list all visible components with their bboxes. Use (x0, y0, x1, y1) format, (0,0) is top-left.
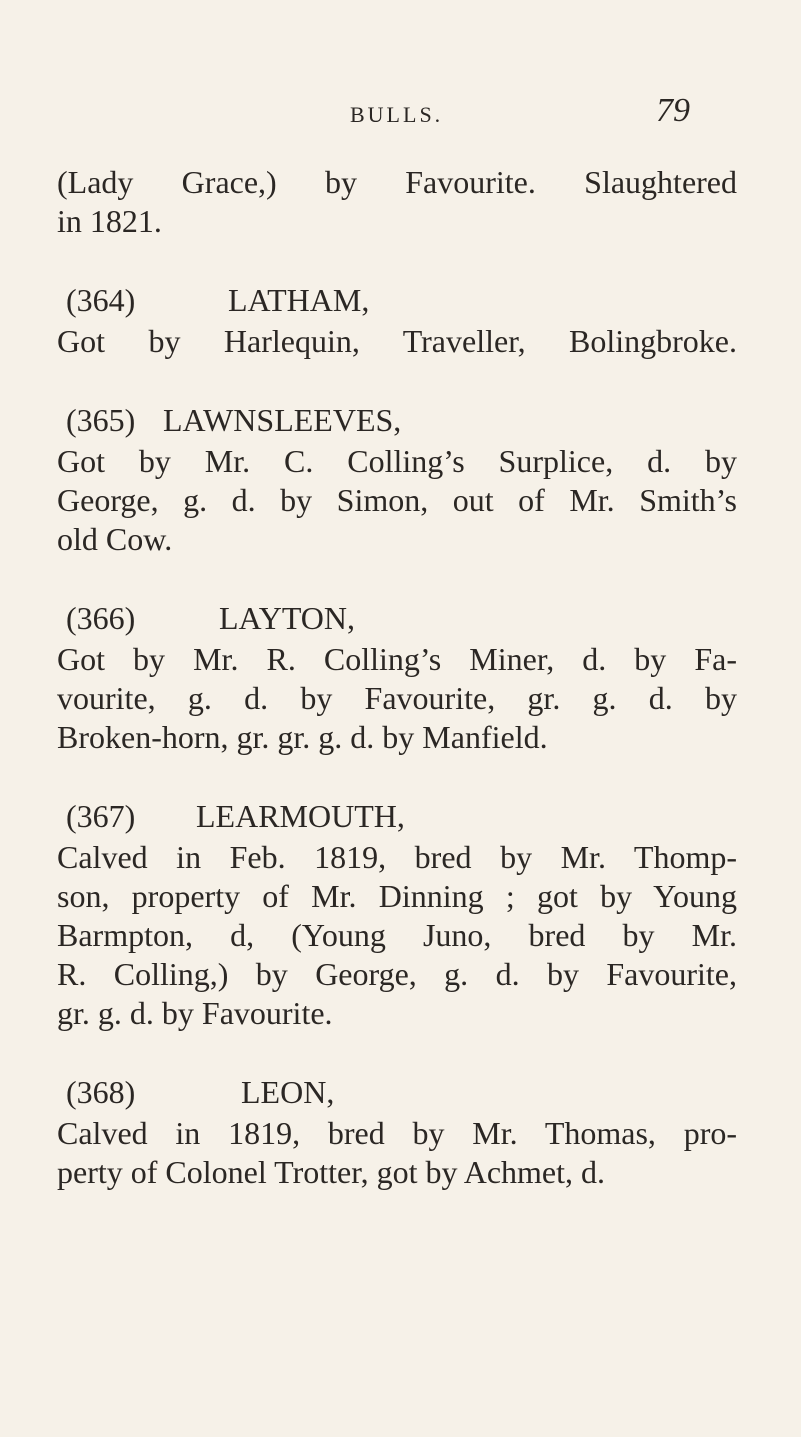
entry-name: LEON, (241, 1074, 335, 1110)
text-line: in 1821. (57, 203, 162, 239)
text-line: R. Colling,) by George, g. d. by Favourite, (57, 956, 737, 992)
entry-name: LEARMOUTH, (196, 798, 405, 834)
text-line: Got by Mr. C. Colling’s Surplice, d. by (57, 443, 737, 479)
entry-366 (57, 599, 737, 757)
entry-number: (365) (66, 402, 136, 438)
text-line: Calved in Feb. 1819, bred by Mr. Thomp- (57, 839, 737, 875)
entry-364 (57, 281, 737, 361)
text-line: Broken-horn, gr. gr. g. d. by Manfield. (57, 719, 548, 755)
text-line: gr. g. d. by Favourite. (57, 995, 333, 1031)
body-text (57, 163, 737, 1192)
entry-367 (57, 797, 737, 1033)
entry-number: (368) (66, 1074, 136, 1110)
text-line: perty of Colonel Trotter, got by Achmet, d. (57, 1154, 606, 1190)
entry-name: LATHAM, (228, 282, 370, 318)
entry-heading (57, 797, 737, 836)
entry-number: (367) (66, 798, 136, 834)
text-line: Got by Harlequin, Traveller, Bolingbroke. (57, 323, 737, 359)
entry-number: (366) (66, 600, 136, 636)
text-line: old Cow. (57, 521, 173, 557)
text-line: George, g. d. by Simon, out of Mr. Smith’s (57, 482, 737, 518)
text-line: (Lady Grace,) by Favourite. Slaughtered (57, 164, 737, 200)
text-line: vourite, g. d. by Favourite, gr. g. d. by (57, 680, 737, 716)
entry-heading (57, 599, 737, 638)
entry-name: LAYTON, (219, 600, 356, 636)
text-line: Barmpton, d, (Young Juno, bred by Mr. (57, 917, 737, 953)
entry-number: (364) (66, 282, 136, 318)
text-line: Got by Mr. R. Colling’s Miner, d. by Fa- (57, 641, 737, 677)
entry-heading (57, 1073, 737, 1112)
running-head-title: BULLS. (350, 102, 444, 127)
entry-name: LAWNSLEEVES, (163, 402, 402, 438)
text-line: son, property of Mr. Dinning ; got by Young (57, 878, 737, 914)
running-head (0, 92, 801, 132)
intro-paragraph (57, 163, 737, 241)
entry-368 (57, 1073, 737, 1192)
page-number: 79 (656, 92, 690, 129)
entry-365 (57, 401, 737, 559)
text-line: Calved in 1819, bred by Mr. Thomas, pro- (57, 1115, 737, 1151)
entry-heading (57, 401, 737, 440)
entry-heading (57, 281, 737, 320)
